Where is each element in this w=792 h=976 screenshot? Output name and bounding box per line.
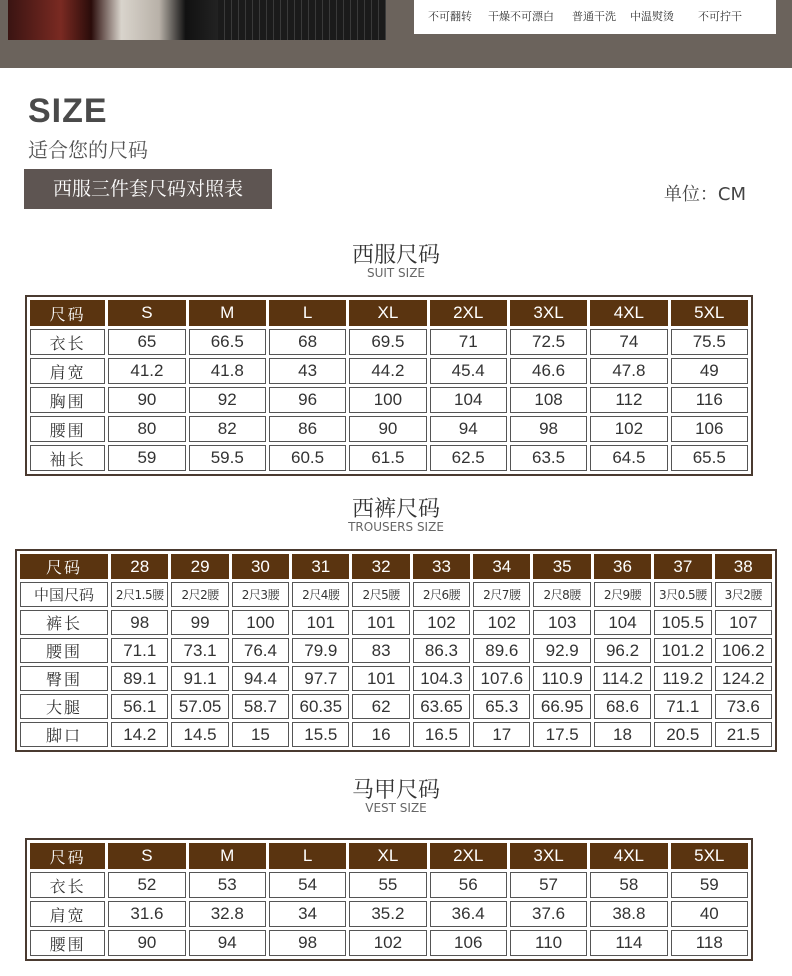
table-cell: 82 [189,416,266,442]
table-cell: 74 [590,329,667,355]
table-cell: 63.5 [510,445,587,471]
table-cell: 32.8 [189,901,266,927]
table-cell: 104 [430,387,507,413]
table-row [30,445,748,471]
table-cell: 92 [189,387,266,413]
trousers-size-table [15,549,777,752]
table-cell: 43 [269,358,346,384]
suit-section-subtitle: SUIT SIZE [366,266,426,280]
table-cell: 96 [269,387,346,413]
table-header-cell: S [108,843,185,869]
table-cell: 20.5 [654,722,711,747]
table-row [20,722,772,747]
table-row-label: 腰围 [20,638,108,663]
table-cell: 106.2 [715,638,772,663]
table-cell: 116 [671,387,748,413]
table-row-label: 肩宽 [30,358,105,384]
suit-section-title: 西服尺码 [351,243,440,268]
table-header-cell: 36 [594,554,651,579]
table-cell: 62 [352,694,409,719]
table-cell: 41.2 [108,358,185,384]
table-cell: 58 [590,872,667,898]
table-cell: 59.5 [189,445,266,471]
table-cell: 63.65 [413,694,470,719]
vest-section-title: 马甲尺码 [351,778,440,803]
table-cell: 37.6 [510,901,587,927]
table-header-cell: L [269,843,346,869]
table-cell: 71.1 [654,694,711,719]
table-cell: 112 [590,387,667,413]
table-cell: 38.8 [590,901,667,927]
table-cell: 102 [349,930,426,956]
table-cell: 57.05 [171,694,228,719]
table-cell: 71.1 [111,638,168,663]
table-cell: 110.9 [533,666,590,691]
table-cell: 65.5 [671,445,748,471]
table-cell: 114.2 [594,666,651,691]
table-cell: 2尺9腰 [594,582,651,607]
table-cell: 66.95 [533,694,590,719]
table-cell: 106 [671,416,748,442]
table-cell: 53 [189,872,266,898]
table-cell: 2尺8腰 [533,582,590,607]
table-row-label: 袖长 [30,445,105,471]
table-header-row [20,554,772,579]
table-cell: 65 [108,329,185,355]
table-cell: 90 [349,416,426,442]
vest-size-table [25,838,753,961]
table-cell: 100 [232,610,289,635]
table-cell: 105.5 [654,610,711,635]
table-cell: 101 [352,666,409,691]
table-cell: 34 [269,901,346,927]
table-cell: 73.6 [715,694,772,719]
table-cell: 62.5 [430,445,507,471]
table-cell: 2尺3腰 [232,582,289,607]
table-cell: 18 [594,722,651,747]
trousers-section-subtitle: TROUSERS SIZE [348,520,444,534]
table-cell: 96.2 [594,638,651,663]
top-banner [0,0,792,68]
table-cell: 3尺2腰 [715,582,772,607]
table-cell: 83 [352,638,409,663]
table-cell: 64.5 [590,445,667,471]
table-row [30,930,748,956]
table-cell: 94 [189,930,266,956]
table-cell: 46.6 [510,358,587,384]
table-cell: 49 [671,358,748,384]
table-cell: 103 [533,610,590,635]
table-cell: 2尺2腰 [171,582,228,607]
table-cell: 14.2 [111,722,168,747]
table-header-cell: 3XL [510,300,587,326]
table-row [30,872,748,898]
table-cell: 56 [430,872,507,898]
table-cell: 2尺5腰 [352,582,409,607]
table-row-label: 衣长 [30,329,105,355]
table-row [20,610,772,635]
table-cell: 101 [352,610,409,635]
table-cell: 59 [108,445,185,471]
table-cell: 86 [269,416,346,442]
table-cell: 57 [510,872,587,898]
care-item: 普通干洗 [572,10,616,23]
table-header-cell: 37 [654,554,711,579]
table-cell: 58.7 [232,694,289,719]
table-header-cell: 30 [232,554,289,579]
table-header-cell: 4XL [590,300,667,326]
table-cell: 79.9 [292,638,349,663]
table-header-cell: 31 [292,554,349,579]
chart-tag: 西服三件套尺码对照表 [24,169,272,209]
vest-section-subtitle: VEST SIZE [365,801,427,815]
table-cell: 101 [292,610,349,635]
care-item: 中温熨烫 [630,10,674,23]
table-cell: 98 [269,930,346,956]
care-item: 不可翻转 [428,10,472,23]
table-header-cell: 35 [533,554,590,579]
table-header-cell: S [108,300,185,326]
table-cell: 44.2 [349,358,426,384]
table-cell: 40 [671,901,748,927]
table-row-label: 胸围 [30,387,105,413]
table-cell: 102 [590,416,667,442]
table-cell: 31.6 [108,901,185,927]
table-row-label: 腰围 [30,930,105,956]
table-cell: 36.4 [430,901,507,927]
table-row [30,387,748,413]
table-cell: 107.6 [473,666,530,691]
table-row [20,582,772,607]
table-cell: 118 [671,930,748,956]
table-cell: 99 [171,610,228,635]
table-cell: 3尺0.5腰 [654,582,711,607]
table-cell: 98 [111,610,168,635]
table-row [20,666,772,691]
table-cell: 76.4 [232,638,289,663]
table-cell: 2尺4腰 [292,582,349,607]
table-cell: 104.3 [413,666,470,691]
table-row-label: 腰围 [30,416,105,442]
table-cell: 101.2 [654,638,711,663]
table-header-row [30,300,748,326]
table-cell: 69.5 [349,329,426,355]
table-cell: 16.5 [413,722,470,747]
product-photo [8,0,386,40]
table-cell: 45.4 [430,358,507,384]
table-header-row [30,843,748,869]
table-header-cell: 32 [352,554,409,579]
table-header-cell: 尺码 [30,300,105,326]
table-header-cell: 28 [111,554,168,579]
table-cell: 89.6 [473,638,530,663]
table-header-cell: 尺码 [30,843,105,869]
table-cell: 94 [430,416,507,442]
table-cell: 90 [108,930,185,956]
table-cell: 114 [590,930,667,956]
table-header-cell: 34 [473,554,530,579]
table-cell: 80 [108,416,185,442]
table-cell: 106 [430,930,507,956]
table-cell: 21.5 [715,722,772,747]
care-instructions [414,0,776,34]
size-heading: SIZE [28,92,108,130]
table-cell: 60.5 [269,445,346,471]
table-cell: 75.5 [671,329,748,355]
table-cell: 15.5 [292,722,349,747]
table-cell: 104 [594,610,651,635]
table-row-label: 大腿 [20,694,108,719]
table-cell: 52 [108,872,185,898]
table-cell: 92.9 [533,638,590,663]
table-cell: 41.8 [189,358,266,384]
table-header-cell: 33 [413,554,470,579]
table-cell: 59 [671,872,748,898]
table-row-label: 臀围 [20,666,108,691]
table-header-cell: M [189,843,266,869]
table-cell: 65.3 [473,694,530,719]
suit-size-table [25,295,753,476]
table-row-label: 衣长 [30,872,105,898]
table-header-cell: 5XL [671,843,748,869]
table-cell: 35.2 [349,901,426,927]
table-cell: 91.1 [171,666,228,691]
table-cell: 108 [510,387,587,413]
table-row-label: 中国尺码 [20,582,108,607]
pinstripe-fabric-image [218,0,386,40]
table-cell: 72.5 [510,329,587,355]
table-header-cell: XL [349,843,426,869]
table-cell: 100 [349,387,426,413]
table-cell: 68 [269,329,346,355]
table-row [20,694,772,719]
table-header-cell: L [269,300,346,326]
table-header-cell: 5XL [671,300,748,326]
table-header-cell: 38 [715,554,772,579]
table-header-cell: 3XL [510,843,587,869]
table-cell: 119.2 [654,666,711,691]
care-item: 不可拧干 [698,10,742,23]
table-cell: 97.7 [292,666,349,691]
table-cell: 86.3 [413,638,470,663]
table-cell: 15 [232,722,289,747]
table-header-cell: 29 [171,554,228,579]
table-row-label: 脚口 [20,722,108,747]
table-cell: 73.1 [171,638,228,663]
table-header-cell: 2XL [430,843,507,869]
table-cell: 17.5 [533,722,590,747]
table-cell: 98 [510,416,587,442]
table-row [20,638,772,663]
table-cell: 14.5 [171,722,228,747]
table-cell: 89.1 [111,666,168,691]
table-header-cell: M [189,300,266,326]
table-cell: 47.8 [590,358,667,384]
table-cell: 90 [108,387,185,413]
table-header-cell: 尺码 [20,554,108,579]
unit-label: 单位：CM [663,184,746,205]
table-cell: 55 [349,872,426,898]
trousers-section-title: 西裤尺码 [351,497,440,522]
table-header-cell: XL [349,300,426,326]
table-row [30,329,748,355]
table-cell: 102 [473,610,530,635]
table-cell: 124.2 [715,666,772,691]
table-cell: 16 [352,722,409,747]
table-row [30,416,748,442]
table-cell: 17 [473,722,530,747]
table-cell: 2尺1.5腰 [111,582,168,607]
table-cell: 2尺6腰 [413,582,470,607]
table-cell: 107 [715,610,772,635]
table-row [30,901,748,927]
table-cell: 94.4 [232,666,289,691]
table-row [30,358,748,384]
table-cell: 71 [430,329,507,355]
table-cell: 56.1 [111,694,168,719]
table-cell: 66.5 [189,329,266,355]
table-header-cell: 4XL [590,843,667,869]
table-cell: 68.6 [594,694,651,719]
table-cell: 60.35 [292,694,349,719]
table-row-label: 裤长 [20,610,108,635]
table-header-cell: 2XL [430,300,507,326]
table-cell: 102 [413,610,470,635]
table-row-label: 肩宽 [30,901,105,927]
table-cell: 54 [269,872,346,898]
table-cell: 2尺7腰 [473,582,530,607]
size-subtitle: 适合您的尺码 [28,138,148,162]
table-cell: 61.5 [349,445,426,471]
table-cell: 110 [510,930,587,956]
care-item: 干燥不可漂白 [488,10,554,23]
